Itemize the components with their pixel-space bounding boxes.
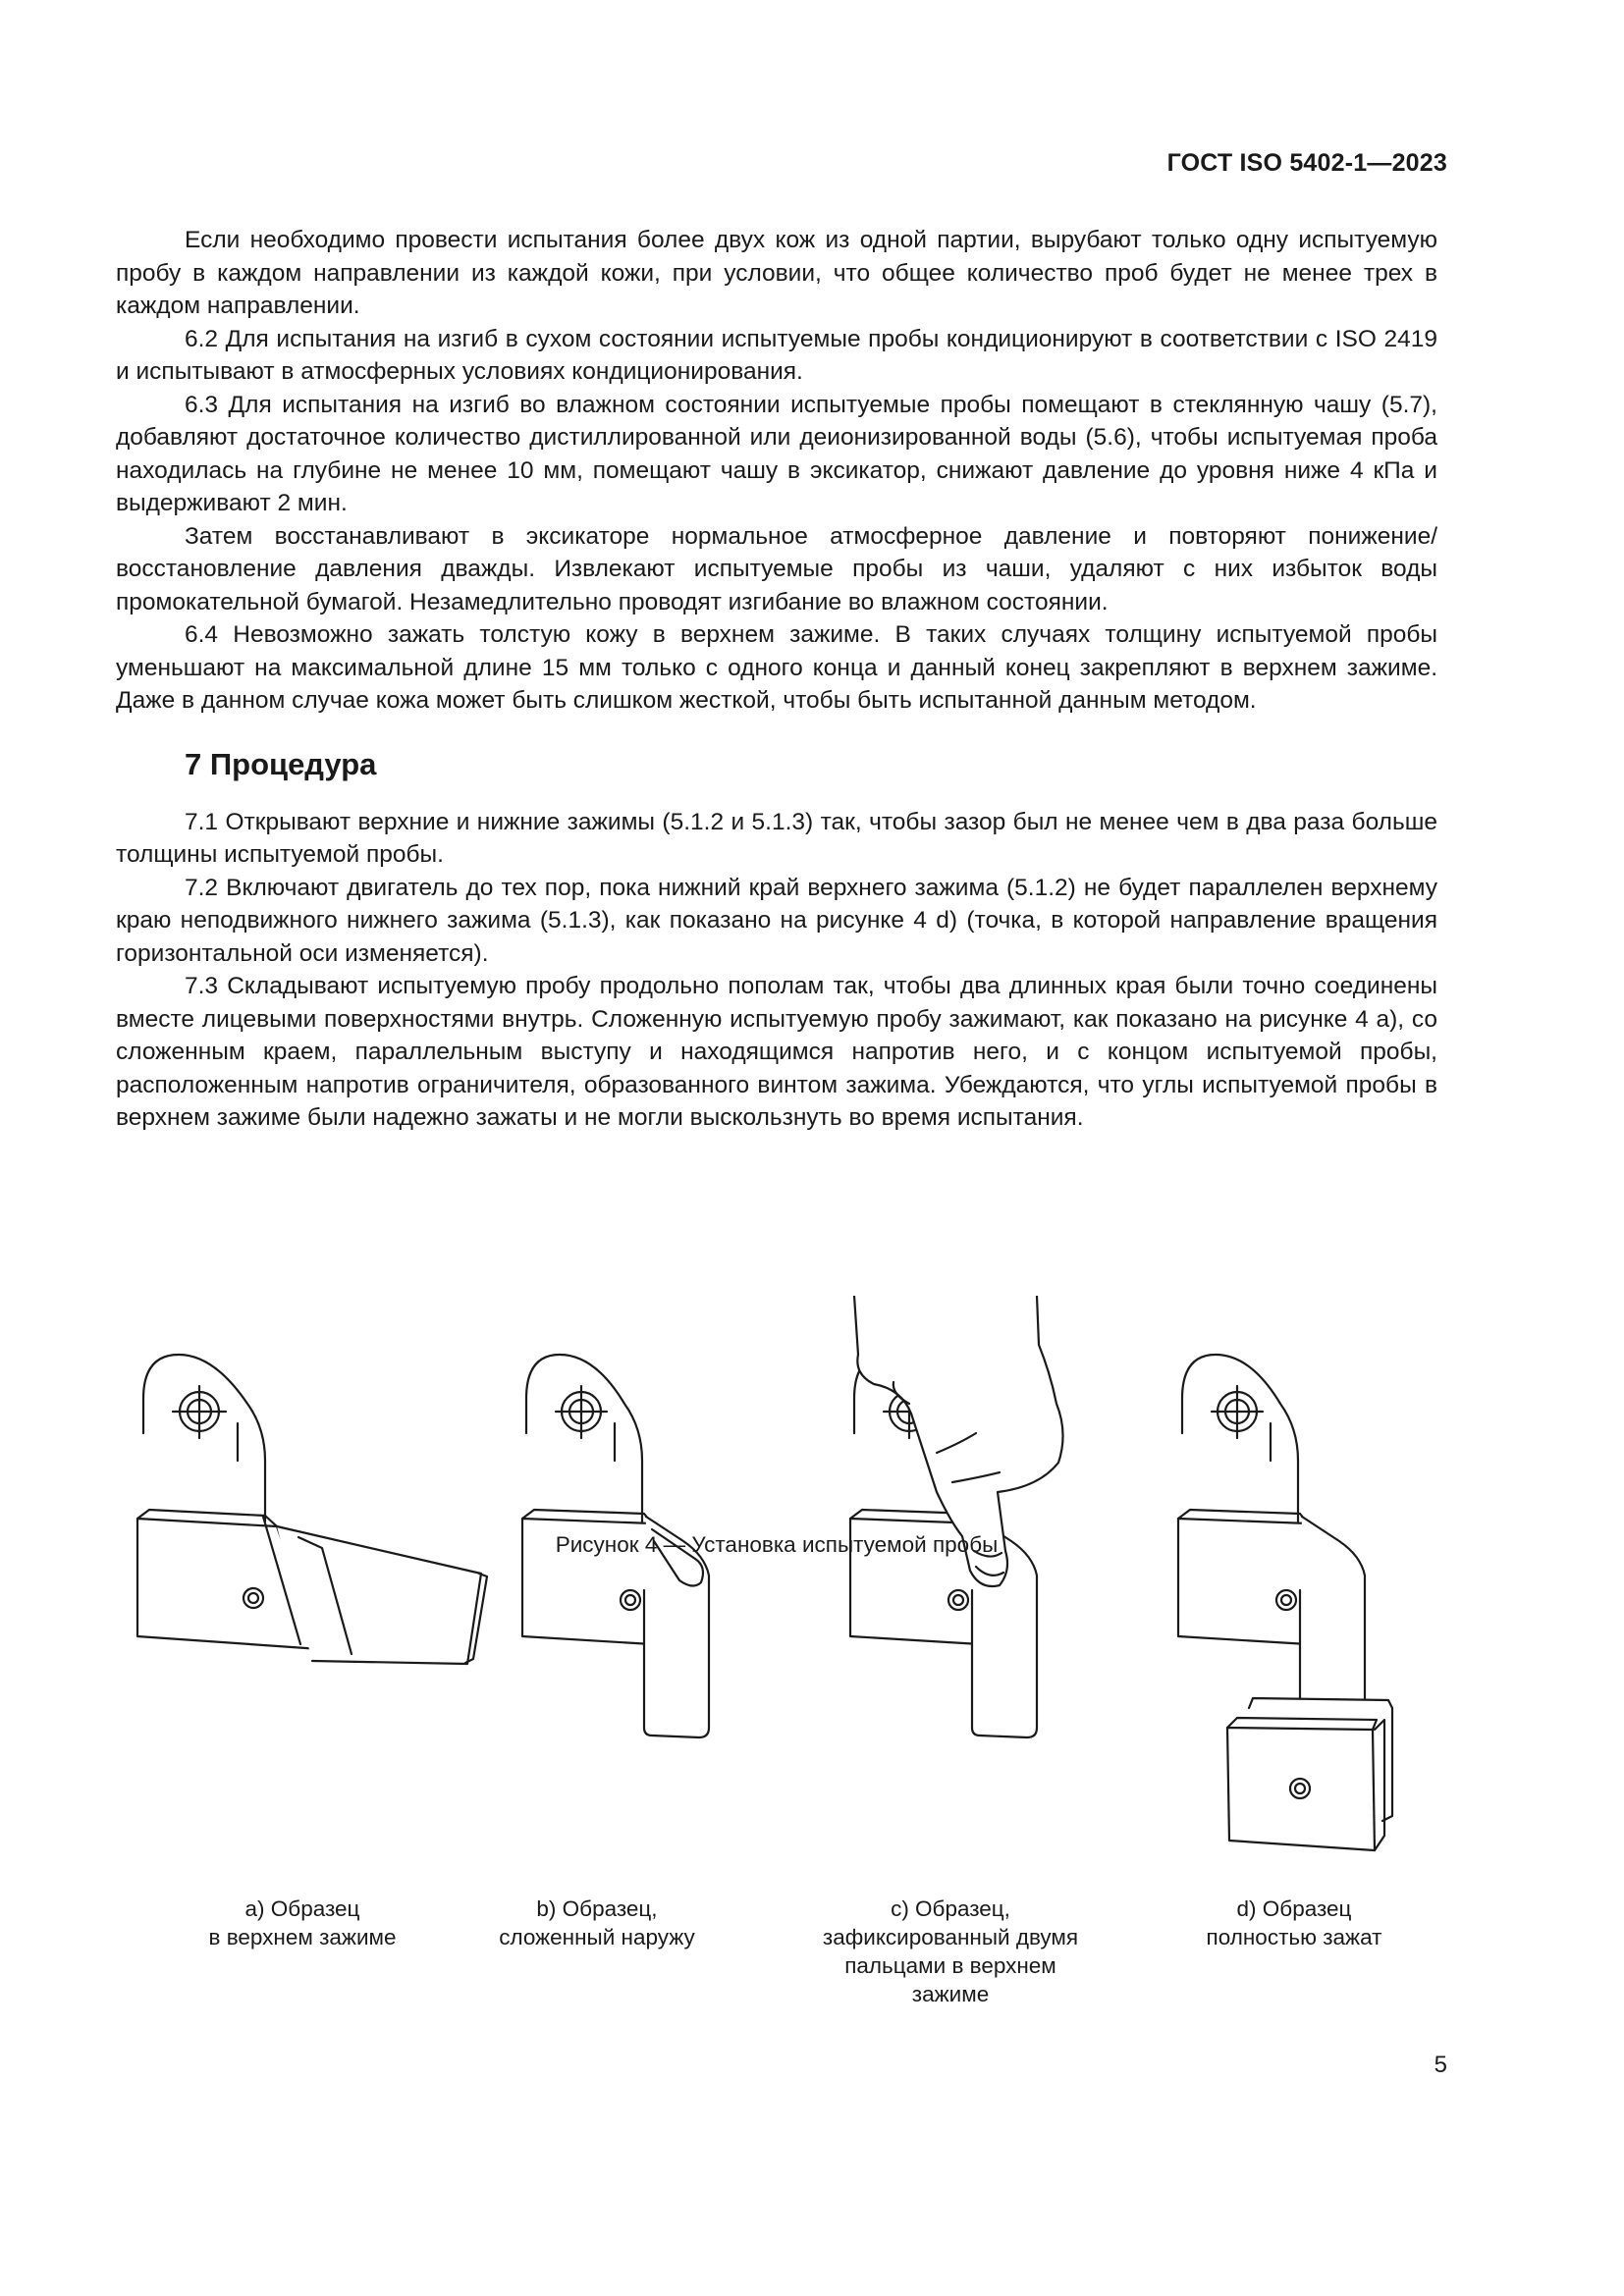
caption-d xyxy=(1166,1895,1422,1951)
illustration-c xyxy=(850,1296,1063,1737)
paragraph: 7.2 Включают двигатель до тех пор, пока нижний край верхнего зажима (5.1.2) не будет параллелен верхнему краю неподвижного нижнего зажима (5.1.3), как показано на рисунке 4 d) (точка, в которой направление вращения горизонтальной оси изменяется). xyxy=(116,874,1437,967)
figure-drawing xyxy=(116,1296,1437,1885)
page-number: 5 xyxy=(1434,2052,1447,2078)
caption-line: c) Образец, xyxy=(891,1896,1010,1921)
illustration-a xyxy=(137,1355,487,1664)
paragraph: Затем восстанавливают в эксикаторе нормальное атмосферное давление и повторяют понижение/восстановление давления дважды. Извлекают испытуемые пробы из чаши, удаляют с них избыток воды промокательной бумагой. Незамедлительно проводят изгибание во влажном состоянии. xyxy=(116,522,1437,615)
paragraph: 7.3 Складывают испытуемую пробу продольно пополам так, чтобы два длинных края были точно соединены вместе лицевыми поверхностями внутрь. Сложенную испытуемую пробу зажимают, как показано на рисунке 4 a), со сложенным краем, параллельным выступу и находящимся напротив него, и с концом испытуемой пробы, расположенным напротив ограничителя, образованного винтом зажима. Убеждаются, что углы испытуемой пробы в верхнем зажиме были надежно зажаты и не могли выскользнуть во время испытания. xyxy=(116,973,1437,1131)
caption-line: зафиксированный двумя xyxy=(822,1925,1079,1949)
caption-line: полностью зажат xyxy=(1206,1925,1382,1949)
paragraph: 6.4 Невозможно зажать толстую кожу в верхнем зажиме. В таких случаях толщину испытуемой пробы уменьшают на максимальной длине 15 мм только с одного конца и данный конец закрепляют в верхнем зажиме. Даже в данном случае кожа может быть слишком жесткой, чтобы быть испытанной данным методом. xyxy=(116,621,1437,714)
caption-line: зажиме xyxy=(911,1982,990,2006)
caption-line: сложенный наружу xyxy=(499,1925,695,1949)
paragraph: 6.2 Для испытания на изгиб в сухом состоянии испытуемые пробы кондиционируют в соответствии с ISO 2419 и испытывают в атмосферных условиях кондиционирования. xyxy=(116,325,1437,385)
paragraph: 7.1 Открывают верхние и нижние зажимы (5.1.2 и 5.1.3) так, чтобы зазор был не менее чем в два раза больше толщины испытуемой пробы. xyxy=(116,808,1437,868)
caption-line: а) Образец xyxy=(244,1896,360,1921)
figure-title: Рисунок 4 — Установка испытуемой пробы xyxy=(555,1532,999,1557)
figure-4 xyxy=(116,1296,1437,2006)
paragraph: Если необходимо провести испытания более двух кож из одной партии, вырубают только одну испытуемую пробу в каждом направлении из каждой кожи, при условии, что общее количество проб будет не менее трех в каждом направлении. xyxy=(116,227,1437,319)
caption-line: d) Образец xyxy=(1236,1896,1352,1921)
document-header: ГОСТ ISO 5402-1—2023 xyxy=(1166,149,1447,177)
caption-line: пальцами в верхнем xyxy=(844,1953,1056,1978)
caption-c xyxy=(803,1895,1098,2008)
caption-line: b) Образец, xyxy=(536,1896,658,1921)
caption-a xyxy=(175,1895,430,1951)
caption-b xyxy=(469,1895,725,1951)
paragraph: 6.3 Для испытания на изгиб во влажном состоянии испытуемые пробы помещают в стеклянную чашу (5.7), добавляют достаточное количество дистиллированной или деионизированной воды (5.6), чтобы испытуемая проба находилась на глубине не менее 10 мм, помещают чашу в эксикатор, снижают давление до уровня ниже 4 кПа и выдерживают 2 мин. xyxy=(116,391,1437,516)
body-text xyxy=(116,224,1437,1135)
caption-line: в верхнем зажиме xyxy=(208,1925,397,1949)
illustration-d xyxy=(1178,1355,1392,1850)
section-title: 7 Процедура xyxy=(185,746,377,781)
